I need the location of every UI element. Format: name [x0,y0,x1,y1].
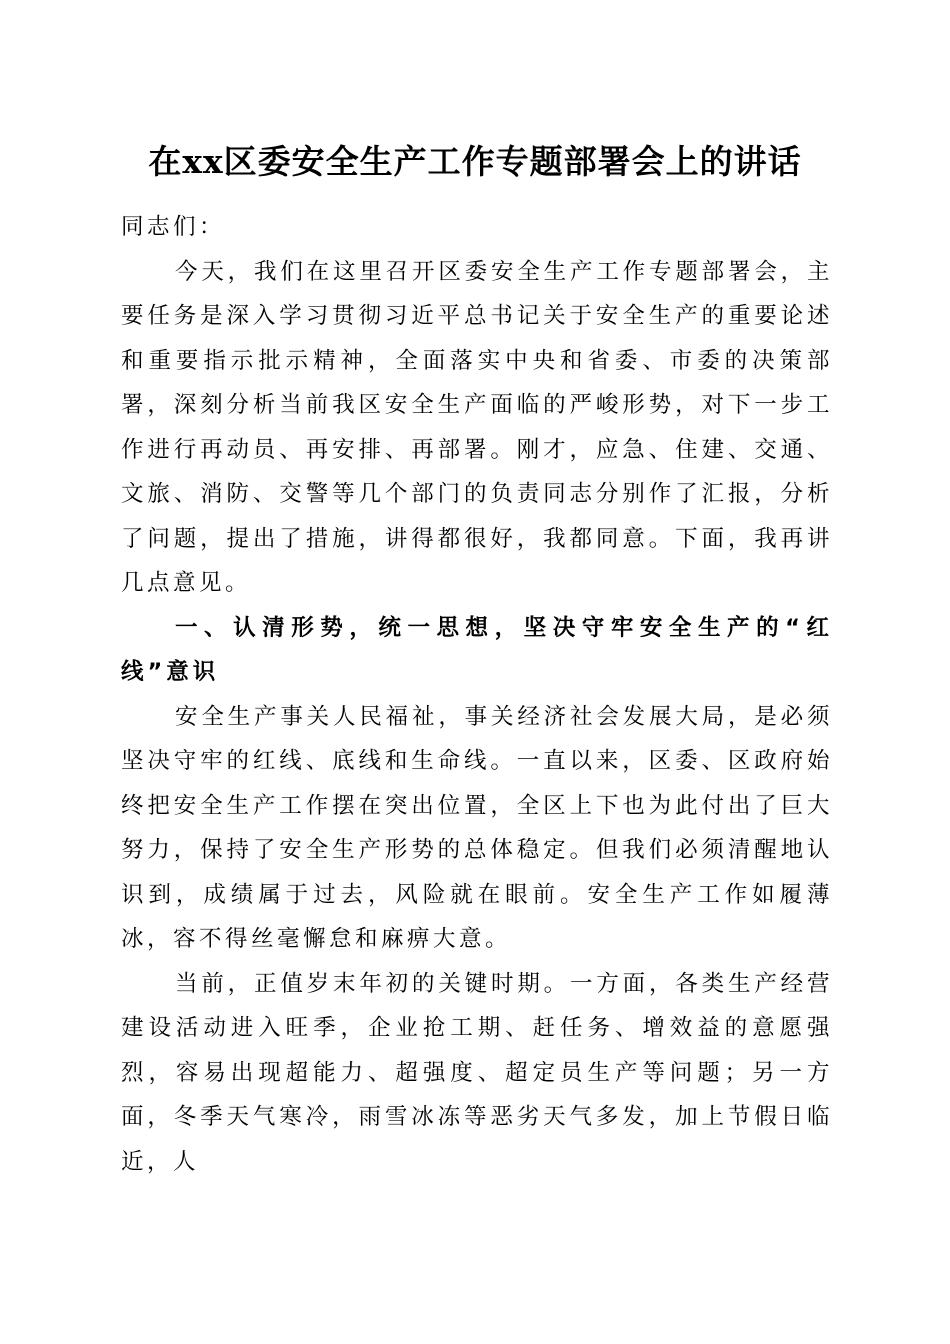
document-body [121,205,833,1184]
document-title: 在xx区委安全生产工作专题部署会上的讲话 [148,142,802,181]
paragraph-section-1-a: 安全生产事关人民福祉，事关经济社会发展大局，是必须坚决守牢的红线、底线和生命线。一直以来，区委、区政府始终把安全生产工作摆在突出位置，全区上下也为此付出了巨大努力，保持了安全生产形势的总体稳定。但我们必须清醒地认识到，成绩属于过去，风险就在眼前。安全生产工作如履薄冰，容不得丝毫懈怠和麻痹大意。 [121,703,833,952]
paragraph-opening: 今天，我们在这里召开区委安全生产工作专题部署会，主要任务是深入学习贯彻习近平总书记关于安全生产的重要论述和重要指示批示精神，全面落实中央和省委、市委的决策部署，深刻分析当前我区安全生产面临的严峻形势，对下一步工作进行再动员、再安排、再部署。刚才，应急、住建、交通、文旅、消防、交警等几个部门的负责同志分别作了汇报，分析了问题，提出了措施，讲得都很好，我都同意。下面，我再讲几点意见。 [121,258,833,596]
salutation: 同志们： [121,214,226,240]
paragraph-section-1-b: 当前，正值岁末年初的关键时期。一方面，各类生产经营建设活动进入旺季，企业抢工期、赶任务、增效益的意愿强烈，容易出现超能力、超强度、超定员生产等问题；另一方面，冬季天气寒冷，雨雪冰冻等恶劣天气多发，加上节假日临近，人 [121,970,833,1175]
section-heading-1: 一、认清形势，统一思想，坚决守牢安全生产的“红线”意识 [121,614,833,685]
